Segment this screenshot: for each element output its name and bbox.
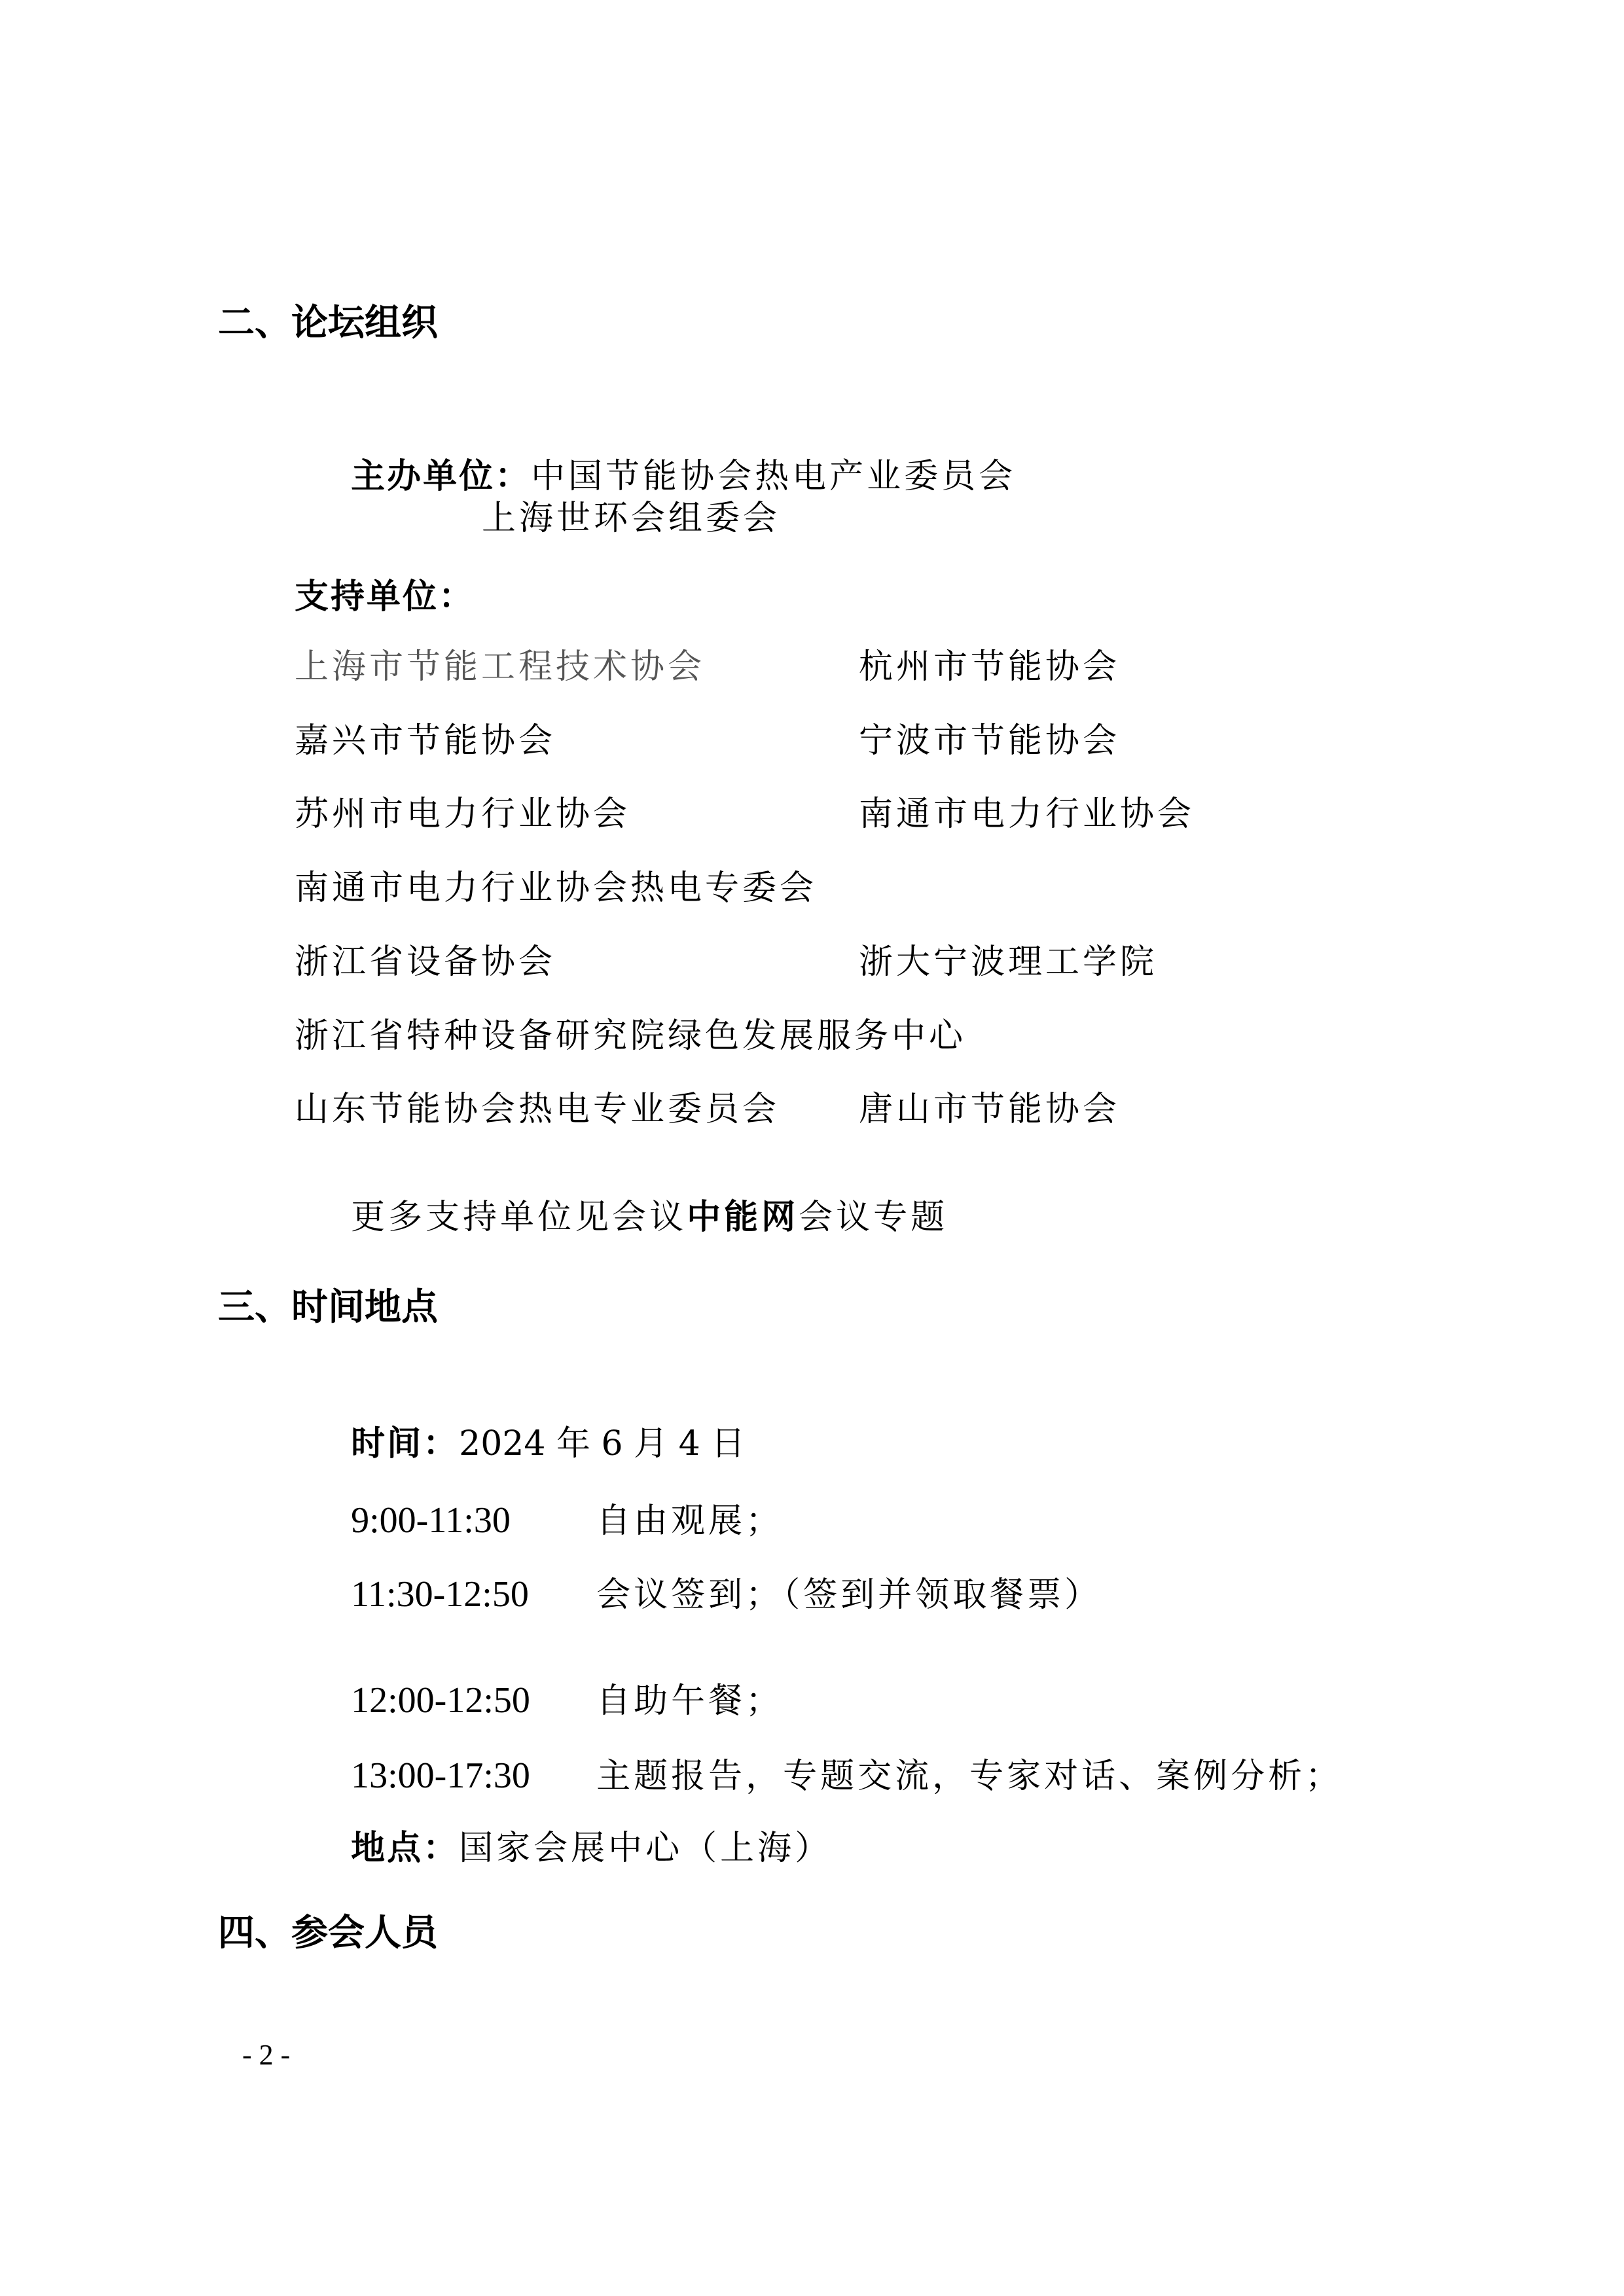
zhongnengwang-link[interactable]: 中能网 [687,1198,799,1237]
section-heading-organization: 二、论坛组织 [218,302,438,344]
supporter-left-6: 浙江省特种设备研究院绿色发展服务中心 [295,1016,967,1056]
section-heading-attendees: 四、参会人员 [218,1912,438,1954]
supporter-left-4: 南通市电力行业协会热电专委会 [295,869,818,908]
more-supporters-line [295,1166,948,1268]
place-line [295,1797,832,1899]
schedule-item: 会议签到；（签到并领取餐票） [596,1575,1102,1615]
schedule-item: 自助午餐； [596,1681,784,1721]
supporter-right-7: 唐山市节能协会 [859,1090,1121,1129]
more-prefix: 更多支持单位见会议 [351,1198,687,1237]
schedule-row [295,1542,1102,1647]
supporter-right-5: 浙大宁波理工学院 [859,942,1158,982]
schedule-item: 主题报告，专题交流，专家对话、案例分析； [596,1757,1343,1796]
host-unit-1: 中国节能协会热电产业委员会 [531,457,1017,496]
event-date: 2024 年 6 月 4 日 [459,1424,746,1463]
place-label: 地点： [351,1829,460,1868]
schedule-time: 9:00-11:30 [351,1500,511,1541]
host-label: 主办单位： [351,457,532,496]
supporter-right-1: 杭州市节能协会 [859,647,1121,687]
page-number: - 2 - [242,2039,291,2071]
supporter-left-3: 苏州市电力行业协会 [295,795,631,834]
support-label: 支持单位： [295,577,475,617]
more-suffix: 会议专题 [799,1198,948,1237]
supporter-left-1: 上海市节能工程技术协会 [295,647,706,687]
supporter-left-2: 嘉兴市节能协会 [295,721,556,761]
time-label: 时间： [351,1424,460,1463]
supporter-right-3: 南通市电力行业协会 [859,795,1195,834]
schedule-time: 13:00-17:30 [351,1755,530,1796]
host-unit-2: 上海世环会组委会 [482,499,781,538]
supporter-right-2: 宁波市节能协会 [859,721,1121,761]
supporter-left-7: 山东节能协会热电专业委员会 [295,1090,780,1129]
supporter-left-5: 浙江省设备协会 [295,942,556,982]
venue: 国家会展中心（上海） [459,1829,833,1868]
schedule-time: 11:30-12:50 [351,1574,529,1615]
schedule-time: 12:00-12:50 [351,1680,530,1721]
section-heading-time-place: 三、时间地点 [218,1286,438,1329]
schedule-item: 自由观展； [596,1501,784,1541]
